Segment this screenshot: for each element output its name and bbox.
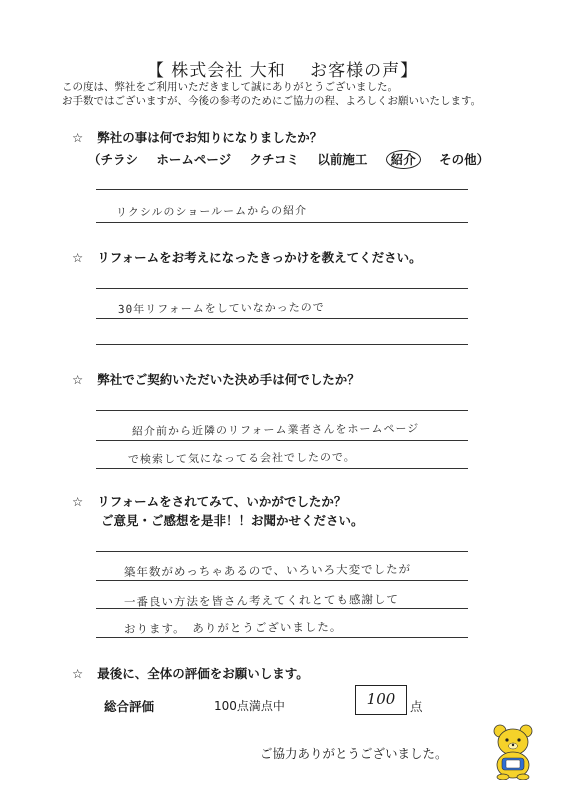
question-2-text: リフォームをお考えになったきっかけを教えてください。	[97, 250, 422, 265]
question-1-text: 弊社の事は何でお知りになりましたか？	[97, 130, 323, 145]
question-2	[72, 248, 422, 266]
answer-line	[96, 440, 468, 441]
score-box[interactable]	[355, 685, 407, 715]
question-5-text: 最後に、全体の評価をお願いします。	[97, 666, 309, 681]
answer-line	[96, 468, 468, 469]
question-1-answer: リクシルのショールームからの紹介	[115, 203, 308, 219]
question-4	[72, 492, 346, 510]
answer-line	[96, 222, 468, 223]
question-3-answer-line-2: で検索して気になってる会社でしたので。	[127, 450, 356, 466]
star-icon: ☆	[72, 666, 84, 681]
star-icon: ☆	[72, 130, 84, 145]
score-value: 100	[366, 690, 396, 708]
answer-line	[96, 288, 468, 289]
question-3-text: 弊社でご契約いただいた決め手は何でしたか？	[97, 372, 360, 387]
question-5	[72, 664, 309, 682]
question-3	[72, 370, 360, 388]
answer-line	[96, 637, 468, 638]
star-icon: ☆	[72, 494, 84, 509]
intro-line-1: この度は、弊社をご利用いただきまして誠にありがとうございました。	[62, 81, 398, 93]
page-title: 【 株式会社 大和 お客様の声】	[146, 61, 419, 81]
question-1	[72, 128, 322, 146]
answer-line	[96, 410, 468, 411]
answer-line	[96, 318, 468, 319]
question-4-answer-line-1: 築年数がめっちゃあるので、いろいろ大変でしたが	[123, 561, 412, 579]
score-unit: 点	[410, 699, 423, 714]
question-4-answer-line-3: おります。 ありがとうございました。	[123, 619, 343, 636]
star-icon: ☆	[72, 250, 84, 265]
answer-line	[96, 344, 468, 345]
closing-thanks: ご協力ありがとうございました。	[260, 746, 448, 761]
star-icon: ☆	[72, 372, 84, 387]
question-4-text-line-2: ご意見・ご感想を是非！！お聞かせください。	[101, 513, 364, 528]
answer-line	[96, 189, 468, 190]
question-2-answer: 30年リフォームをしていなかったので	[117, 300, 325, 316]
question-3-answer-line-1: 紹介前から近隣のリフォーム業者さんをホームページ	[131, 421, 420, 438]
question-4-text-line-1: リフォームをされてみて、いかがでしたか？	[97, 494, 347, 509]
option-other[interactable]: その他）	[439, 152, 490, 167]
option-referral-selected[interactable]: 紹介	[386, 150, 421, 169]
evaluation-scale: 100点満点中	[214, 699, 285, 713]
answer-line	[96, 580, 468, 581]
option-previous-work[interactable]: 以前施工	[317, 152, 368, 167]
option-word-of-mouth[interactable]: クチコミ	[249, 152, 300, 167]
answer-line	[96, 551, 468, 552]
option-homepage[interactable]: ホームページ	[156, 152, 232, 167]
answer-line	[96, 608, 468, 609]
evaluation-label: 総合評価	[104, 699, 155, 714]
bear-mascot-icon	[490, 722, 536, 780]
intro-line-2: お手数ではございますが、今後の参考のためにご協力の程、よろしくお願いいたします。	[62, 95, 482, 107]
option-flyer[interactable]: （チラシ	[88, 152, 139, 167]
question-4-answer-line-2: 一番良い方法を皆さん考えてくれとても感謝して	[123, 592, 400, 609]
question-1-options	[88, 150, 503, 168]
